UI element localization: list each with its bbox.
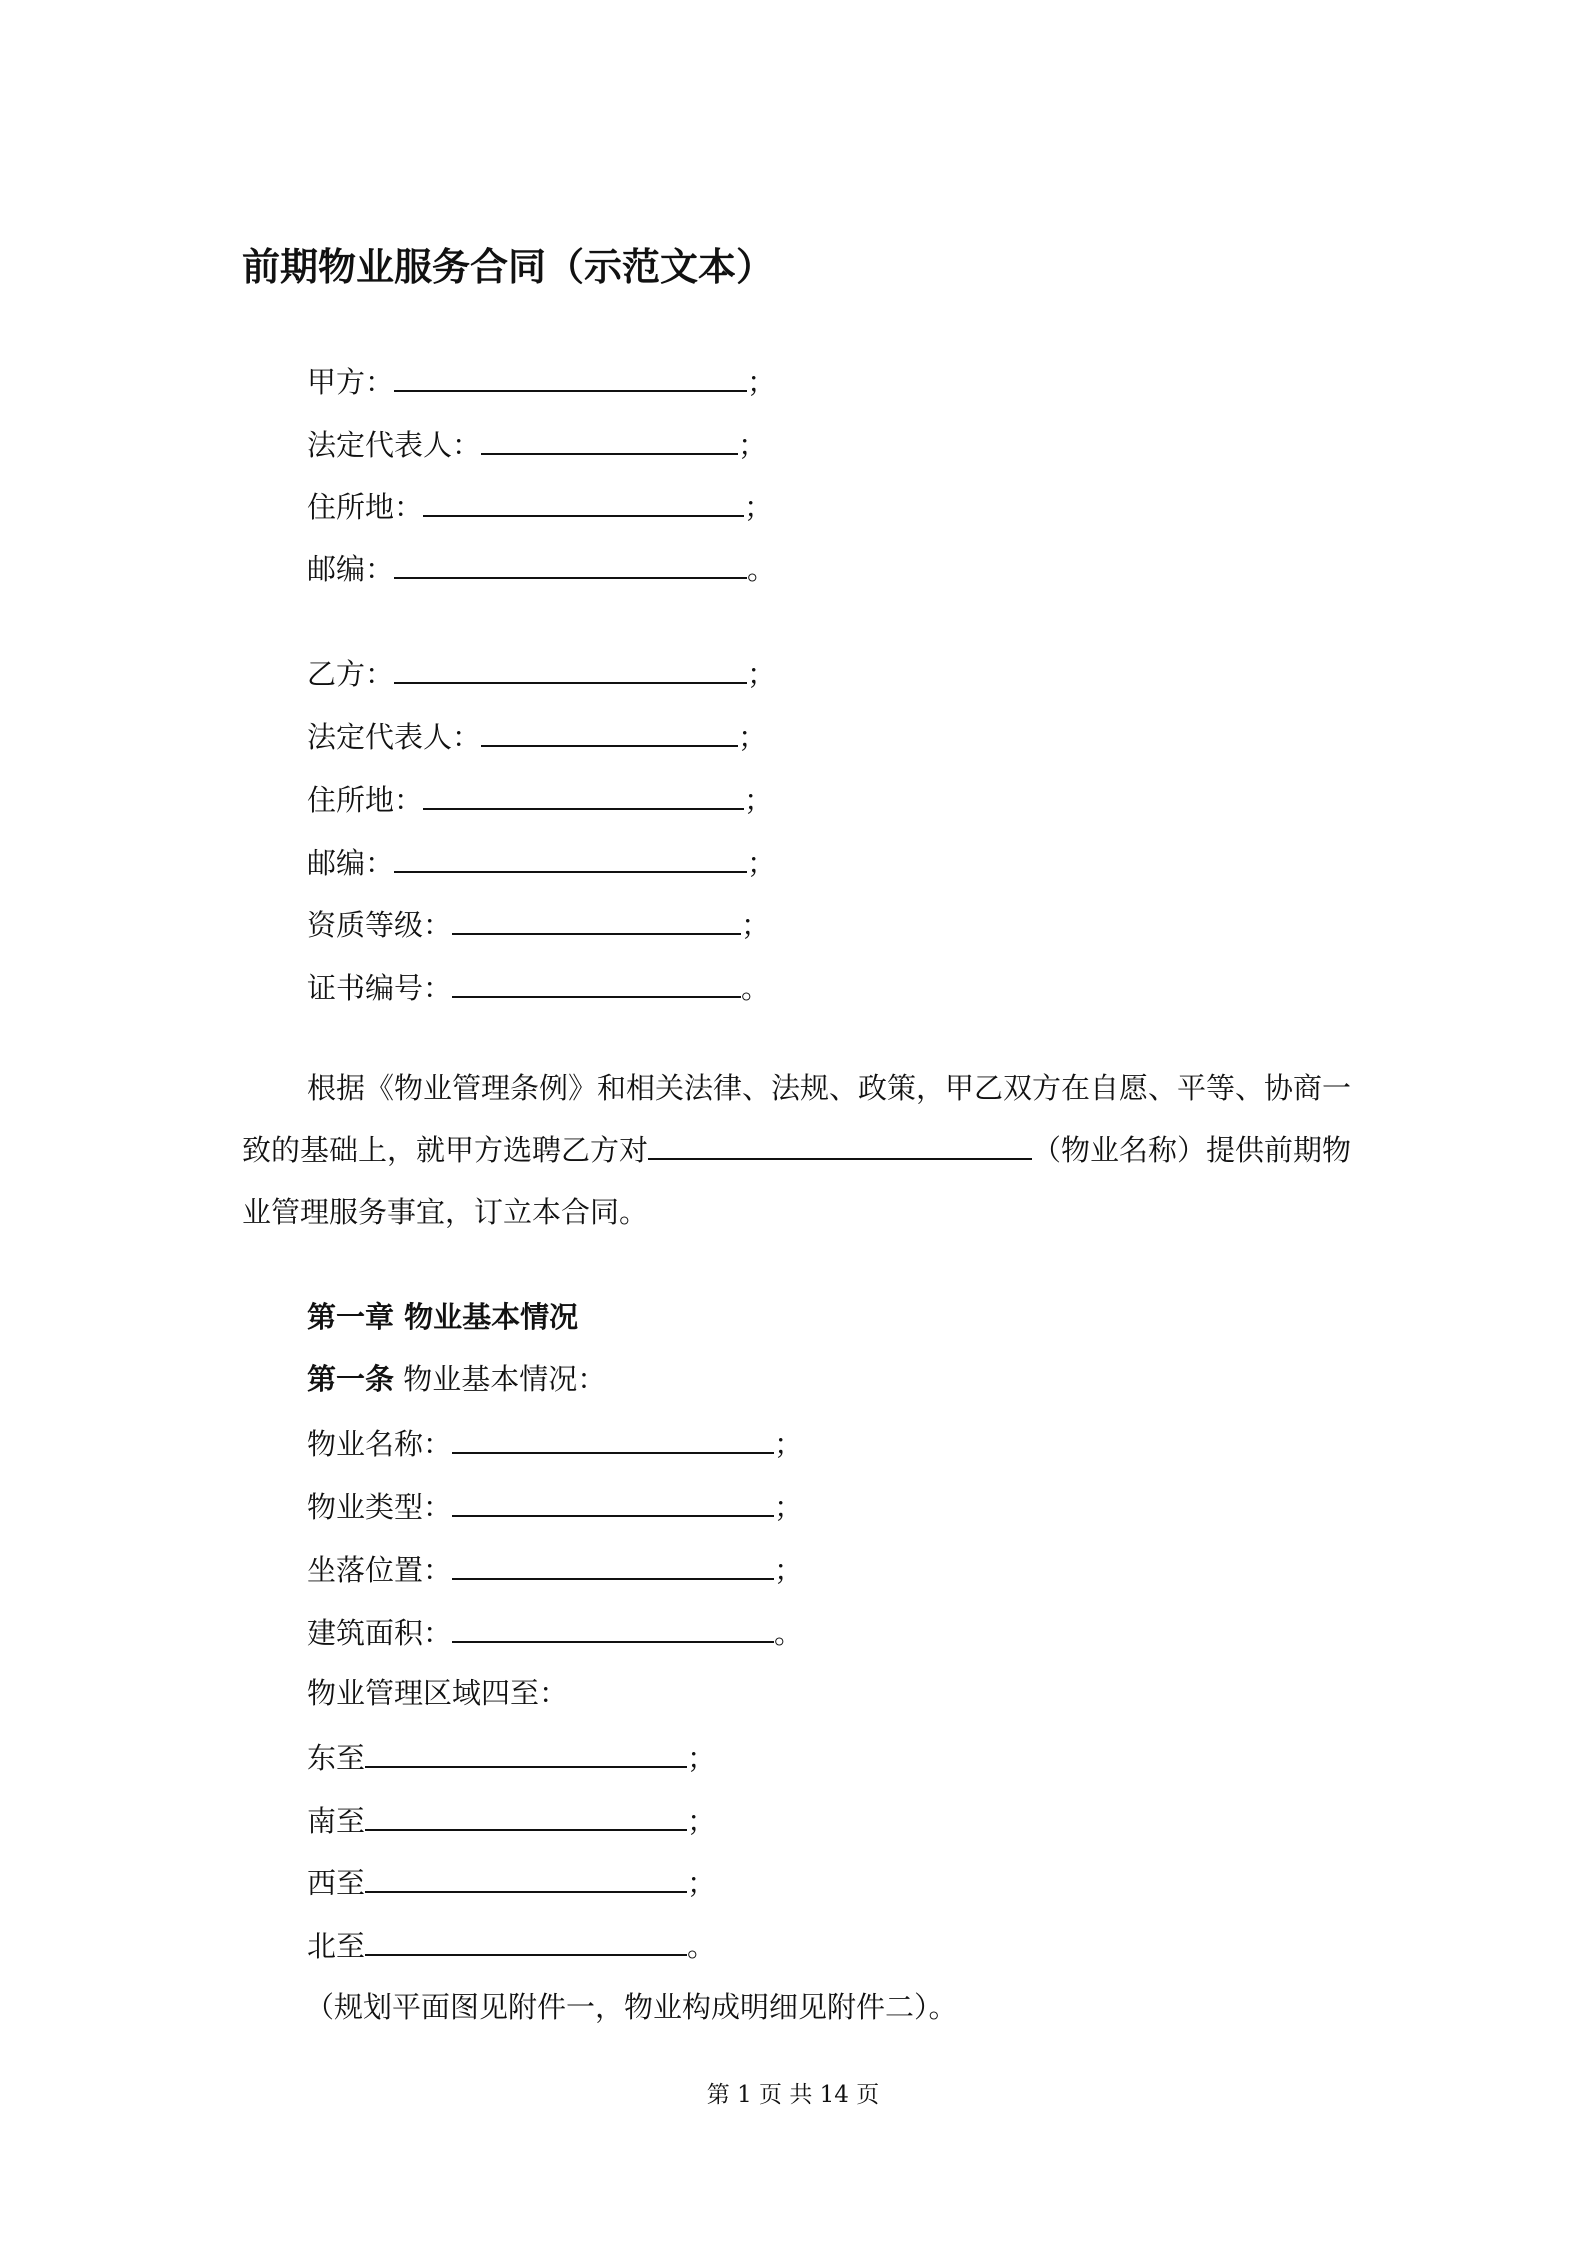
party-b-address-blank[interactable] [423,778,744,810]
area-field [307,1611,803,1651]
chapter-1-heading: 第一章 物业基本情况 [307,1300,579,1334]
punct: ； [747,365,777,399]
party-a-rep-blank[interactable] [481,423,738,455]
party-b-qualification-blank[interactable] [452,903,741,935]
party-a-name-blank[interactable] [394,360,747,392]
east-boundary-field [307,1736,716,1776]
party-b-certificate-label: 证书编号： [307,971,453,1005]
punct: ； [774,1553,804,1587]
party-a-address-label: 住所地： [307,490,424,524]
property-name-label: 物业名称： [307,1427,453,1461]
party-b-certificate-field [307,966,770,1006]
party-b-name-label: 乙方： [307,657,395,691]
punct: ； [687,1866,717,1900]
party-b-certificate-blank[interactable] [452,966,741,998]
property-type-field [307,1485,803,1525]
east-blank[interactable] [365,1736,687,1768]
party-b-rep-field [307,715,767,755]
north-blank[interactable] [365,1924,687,1956]
party-a-postcode-field [307,547,776,587]
property-name-field [307,1422,803,1462]
punct: ； [774,1490,804,1524]
punct: ； [687,1804,717,1838]
article-1-text: 物业基本情况： [394,1362,607,1396]
preamble-text-1: 根据《物业管理条例》和相关法律、法规、政策，甲乙双方在自愿、平等、协商一致的基础上，就甲方选聘乙方对 [242,1071,1352,1167]
article-1-heading [307,1359,606,1399]
punct: 。 [774,1616,804,1650]
party-a-rep-label: 法定代表人： [307,428,482,462]
south-blank[interactable] [365,1799,687,1831]
south-boundary-field [307,1799,716,1839]
party-a-postcode-blank[interactable] [394,547,747,579]
article-1-number: 第一条 [307,1362,395,1396]
area-blank[interactable] [452,1611,774,1643]
punct: ； [747,846,777,880]
party-a-name-field [307,360,776,400]
party-a-postcode-label: 邮编： [307,552,395,586]
document-title: 前期物业服务合同（示范文本） [242,245,775,289]
party-b-address-label: 住所地： [307,783,424,817]
party-b-postcode-blank[interactable] [394,841,747,873]
punct: ； [744,783,774,817]
property-type-blank[interactable] [452,1485,774,1517]
punct: ； [774,1427,804,1461]
party-b-postcode-field [307,841,776,881]
preamble-text-2: （物业名称）提供前期物业管理服务事宜，订立本合同。 [242,1133,1352,1229]
west-label: 西至 [307,1866,366,1900]
north-boundary-field [307,1924,716,1964]
area-label: 建筑面积： [307,1616,453,1650]
party-b-address-field [307,778,773,818]
party-b-rep-blank[interactable] [481,715,738,747]
property-type-label: 物业类型： [307,1490,453,1524]
west-blank[interactable] [365,1861,687,1893]
punct: ； [741,908,771,942]
party-a-address-blank[interactable] [423,485,744,517]
east-label: 东至 [307,1741,366,1775]
north-label: 北至 [307,1929,366,1963]
location-blank[interactable] [452,1548,774,1580]
property-name-blank[interactable] [648,1128,1032,1160]
party-a-rep-field [307,423,767,463]
punct: ； [744,490,774,524]
west-boundary-field [307,1861,716,1901]
party-b-name-blank[interactable] [394,652,747,684]
party-a-address-field [307,485,773,525]
punct: ； [687,1741,717,1775]
location-label: 坐落位置： [307,1553,453,1587]
punct: ； [738,720,768,754]
punct: ； [738,428,768,462]
boundary-label: 物业管理区域四至： [307,1676,569,1710]
party-a-name-label: 甲方： [307,365,395,399]
party-b-qualification-field [307,903,770,943]
location-field [307,1548,803,1588]
appendix-note: （规划平面图见附件一，物业构成明细见附件二）。 [305,1990,958,2024]
punct: ； [747,657,777,691]
party-b-name-field [307,652,776,692]
party-b-rep-label: 法定代表人： [307,720,482,754]
south-label: 南至 [307,1804,366,1838]
punct: 。 [747,552,777,586]
property-name-input-blank[interactable] [452,1422,774,1454]
page-footer: 第 1 页 共 14 页 [706,2082,880,2108]
punct: 。 [741,971,771,1005]
party-b-qualification-label: 资质等级： [307,908,453,942]
party-b-postcode-label: 邮编： [307,846,395,880]
punct: 。 [687,1929,717,1963]
preamble-paragraph [242,1057,1362,1243]
